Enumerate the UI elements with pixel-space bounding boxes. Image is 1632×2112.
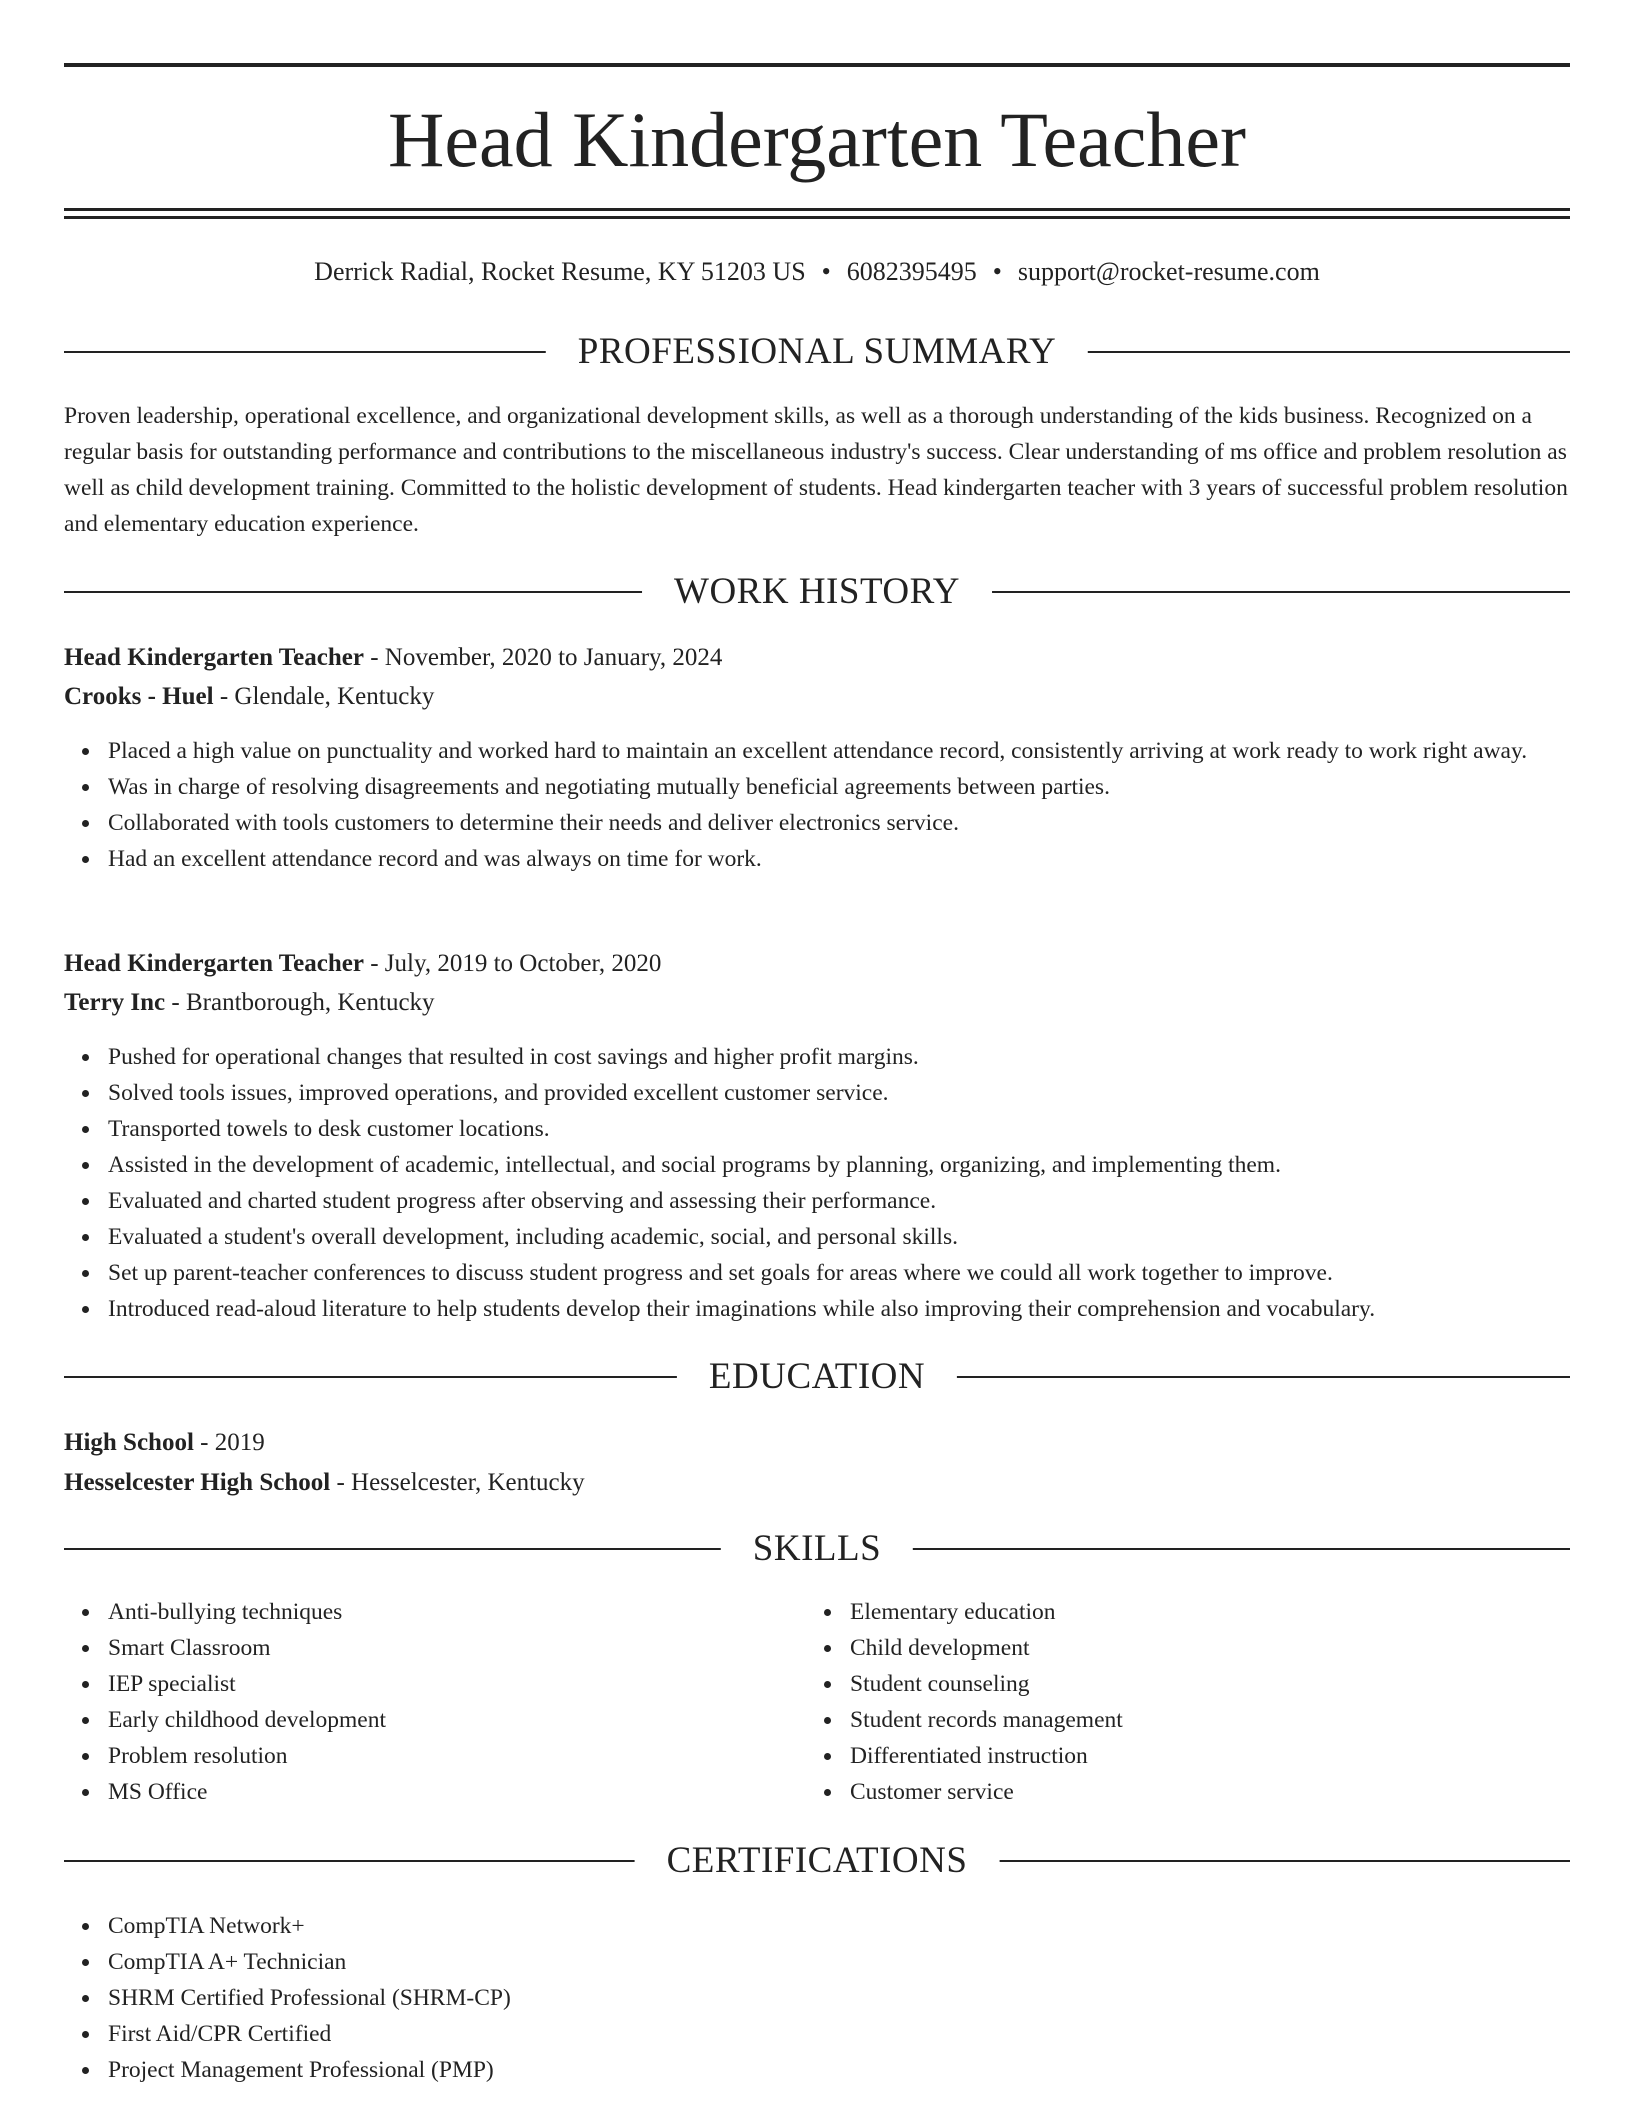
contact-phone: 6082395495 [846, 257, 977, 286]
job-title: Head Kindergarten Teacher [64, 950, 364, 977]
resume-title: Head Kindergarten Teacher [388, 96, 1246, 183]
job-company-line [64, 678, 1570, 716]
education-degree-line [64, 1424, 1570, 1462]
list-item: Elementary education [850, 1594, 1632, 1630]
list-item: Solved tools issues, improved operations, and provided excellent customer service. [108, 1075, 1614, 1111]
section-header-summary [64, 327, 1570, 377]
skills-list-right [806, 1594, 1632, 1810]
contact-separator: • [992, 257, 1002, 286]
professional-summary: Proven leadership, operational excellence, and organizational development skills, as well as a thorough understanding of the kids business. Recognized on a regular basis for outstanding performance and contributions to the miscellaneous industry's success. Clear understanding of ms office and problem resolution as well as child development training. Committed to the holistic development of students. Head kindergarten teacher with 3 years of successful problem resolution and elementary education experience. [64, 403, 1568, 537]
list-item: Early childhood development [108, 1702, 1614, 1738]
title-double-rule-lower [64, 216, 1570, 219]
list-item: Project Management Professional (PMP) [108, 2052, 1614, 2088]
job-location: - Glendale, Kentucky [213, 683, 435, 710]
list-item: Customer service [850, 1774, 1632, 1810]
list-item: Smart Classroom [108, 1630, 1614, 1666]
list-item: Child development [850, 1630, 1632, 1666]
education-school-line [64, 1464, 1570, 1502]
list-item: Problem resolution [108, 1738, 1614, 1774]
list-item: Set up parent-teacher conferences to discuss student progress and set goals for areas where we could all work together to improve. [108, 1255, 1614, 1291]
list-item: Collaborated with tools customers to determine their needs and deliver electronics service. [108, 805, 1614, 841]
job-location: - Brantborough, Kentucky [165, 989, 435, 1016]
section-header-skills [64, 1524, 1570, 1574]
list-item: Introduced read-aloud literature to help students develop their imaginations while also improving their comprehension and vocabulary. [108, 1291, 1614, 1327]
list-item: CompTIA Network+ [108, 1908, 1614, 1944]
job-company: Crooks - Huel [64, 683, 214, 710]
list-item: Evaluated and charted student progress after observing and assessing their performance. [108, 1183, 1614, 1219]
list-item: MS Office [108, 1774, 1614, 1810]
job-dates: - November, 2020 to January, 2024 [363, 644, 723, 671]
education-location: - Hesselcester, Kentucky [330, 1469, 585, 1496]
job-company: Terry Inc [64, 989, 166, 1016]
list-item: SHRM Certified Professional (SHRM-CP) [108, 1980, 1614, 2016]
list-item: Student records management [850, 1702, 1632, 1738]
education-degree: High School [64, 1429, 194, 1456]
education-school: Hesselcester High School [64, 1469, 331, 1496]
job-title-line [64, 945, 1570, 983]
contact-address: Derrick Radial, Rocket Resume, KY 51203 US [314, 257, 806, 286]
section-header-work-history [64, 567, 1570, 617]
education-year: - 2019 [193, 1429, 265, 1456]
list-item: Assisted in the development of academic, intellectual, and social programs by planning, organizing, and implementing them. [108, 1147, 1614, 1183]
job-duties-list [64, 1039, 1614, 1327]
section-heading: CERTIFICATIONS [635, 1836, 1000, 1886]
list-item: Placed a high value on punctuality and worked hard to maintain an excellent attendance record, consistently arriving at work ready to work right away. [108, 733, 1614, 769]
list-item: Anti-bullying techniques [108, 1594, 1614, 1630]
certifications-list [64, 1908, 1614, 2088]
contact-email: support@rocket-resume.com [1017, 257, 1320, 286]
contact-separator: • [821, 257, 831, 286]
list-item: IEP specialist [108, 1666, 1614, 1702]
list-item: Was in charge of resolving disagreements and negotiating mutually beneficial agreements between parties. [108, 769, 1614, 805]
list-item: Transported towels to desk customer locations. [108, 1111, 1614, 1147]
section-header-certifications [64, 1836, 1570, 1886]
list-item: CompTIA A+ Technician [108, 1944, 1614, 1980]
top-rule [64, 63, 1570, 67]
list-item: Differentiated instruction [850, 1738, 1632, 1774]
title-double-rule-upper [64, 208, 1570, 211]
job-dates: - July, 2019 to October, 2020 [363, 950, 662, 977]
job-company-line [64, 984, 1570, 1022]
job-title-line [64, 639, 1570, 677]
section-header-education [64, 1352, 1570, 1402]
section-heading: SKILLS [721, 1524, 913, 1574]
section-heading: EDUCATION [677, 1352, 957, 1402]
list-item: Had an excellent attendance record and was always on time for work. [108, 841, 1614, 877]
section-heading: PROFESSIONAL SUMMARY [546, 327, 1088, 377]
section-heading: WORK HISTORY [642, 567, 992, 617]
list-item: First Aid/CPR Certified [108, 2016, 1614, 2052]
job-title: Head Kindergarten Teacher [64, 644, 364, 671]
list-item: Student counseling [850, 1666, 1632, 1702]
list-item: Pushed for operational changes that resulted in cost savings and higher profit margins. [108, 1039, 1614, 1075]
job-duties-list [64, 733, 1614, 877]
contact-line [64, 254, 1570, 290]
list-item: Evaluated a student's overall development, including academic, social, and personal skills. [108, 1219, 1614, 1255]
